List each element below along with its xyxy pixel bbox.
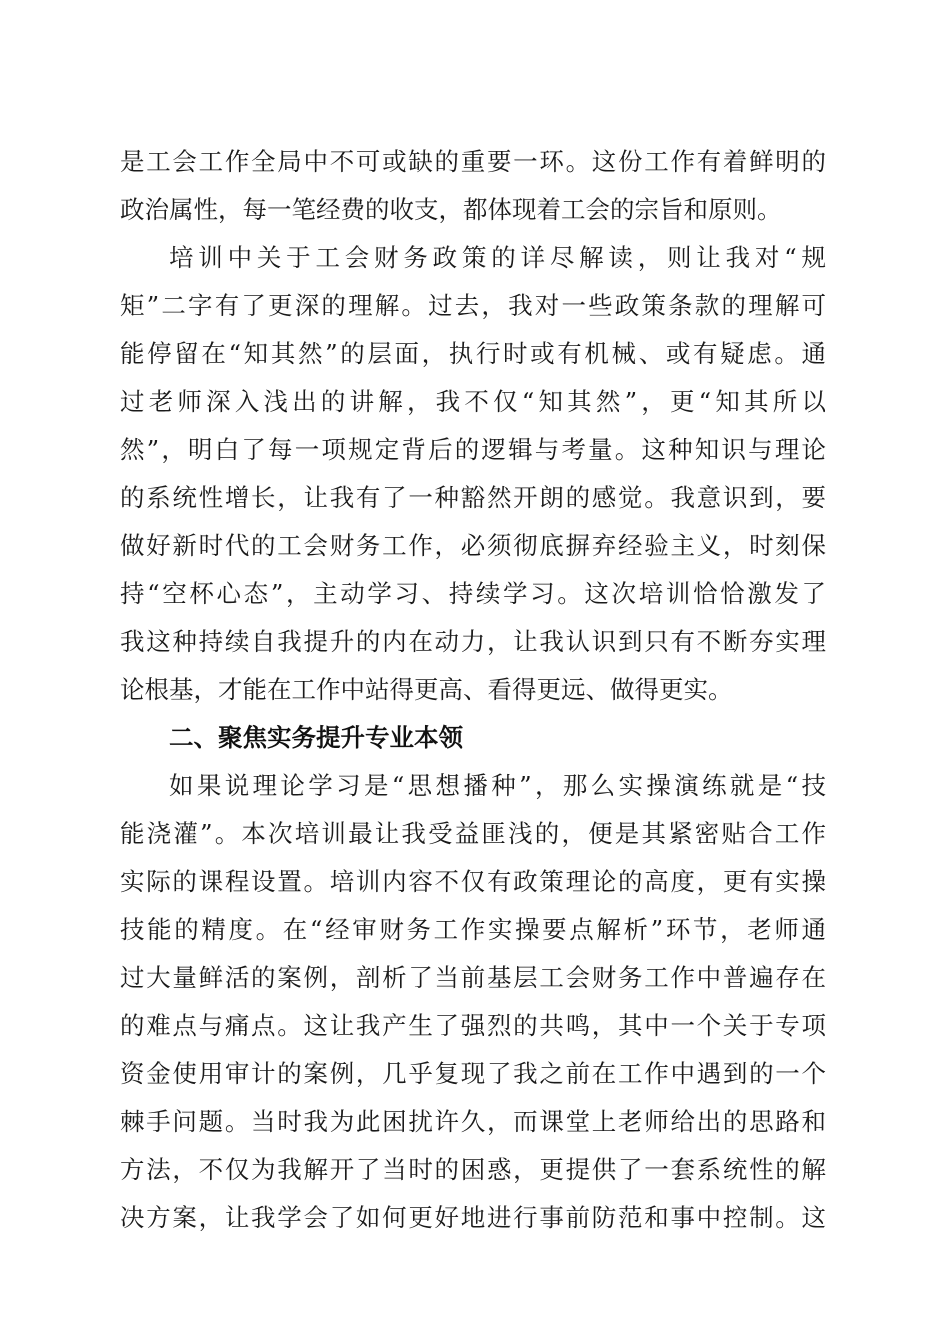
paragraph-line: 是工会工作全局中不可或缺的重要一环。这份工作有着鲜明的 bbox=[120, 147, 826, 176]
paragraph-line: 的难点与痛点。这让我产生了强烈的共鸣，其中一个关于专项 bbox=[120, 1011, 826, 1040]
section-heading: 二、聚焦实务提升专业本领 bbox=[169, 723, 463, 752]
paragraph-line: 论根基，才能在工作中站得更高、看得更远、做得更实。 bbox=[120, 675, 733, 704]
paragraph-line: 如果说理论学习是“思想播种”，那么实操演练就是“技 bbox=[169, 771, 826, 800]
paragraph-line: 资金使用审计的案例，几乎复现了我之前在工作中遇到的一个 bbox=[120, 1059, 826, 1088]
paragraph-line: 过大量鲜活的案例，剖析了当前基层工会财务工作中普遍存在 bbox=[120, 963, 826, 992]
paragraph-line: 我这种持续自我提升的内在动力，让我认识到只有不断夯实理 bbox=[120, 627, 826, 656]
paragraph-line: 实际的课程设置。培训内容不仅有政策理论的高度，更有实操 bbox=[120, 867, 826, 896]
paragraph-line: 培训中关于工会财务政策的详尽解读，则让我对“规 bbox=[169, 243, 826, 272]
paragraph-line: 过老师深入浅出的讲解，我不仅“知其然”，更“知其所以 bbox=[120, 387, 826, 416]
paragraph-line: 棘手问题。当时我为此困扰许久，而课堂上老师给出的思路和 bbox=[120, 1107, 826, 1136]
paragraph-line: 能浇灌”。本次培训最让我受益匪浅的，便是其紧密贴合工作 bbox=[120, 819, 826, 848]
paragraph-line: 的系统性增长，让我有了一种豁然开朗的感觉。我意识到，要 bbox=[120, 483, 826, 512]
paragraph-line: 做好新时代的工会财务工作，必须彻底摒弃经验主义，时刻保 bbox=[120, 531, 826, 560]
paragraph-line: 持“空杯心态”，主动学习、持续学习。这次培训恰恰激发了 bbox=[120, 579, 826, 608]
paragraph-line: 矩”二字有了更深的理解。过去，我对一些政策条款的理解可 bbox=[120, 291, 826, 320]
paragraph-line: 技能的精度。在“经审财务工作实操要点解析”环节，老师通 bbox=[120, 915, 826, 944]
paragraph-line: 然”，明白了每一项规定背后的逻辑与考量。这种知识与理论 bbox=[120, 435, 826, 464]
paragraph-line: 决方案，让我学会了如何更好地进行事前防范和事中控制。这 bbox=[120, 1203, 826, 1232]
paragraph-line: 政治属性，每一笔经费的收支，都体现着工会的宗旨和原则。 bbox=[120, 195, 782, 224]
paragraph-line: 能停留在“知其然”的层面，执行时或有机械、或有疑虑。通 bbox=[120, 339, 826, 368]
paragraph-line: 方法，不仅为我解开了当时的困惑，更提供了一套系统性的解 bbox=[120, 1155, 826, 1184]
